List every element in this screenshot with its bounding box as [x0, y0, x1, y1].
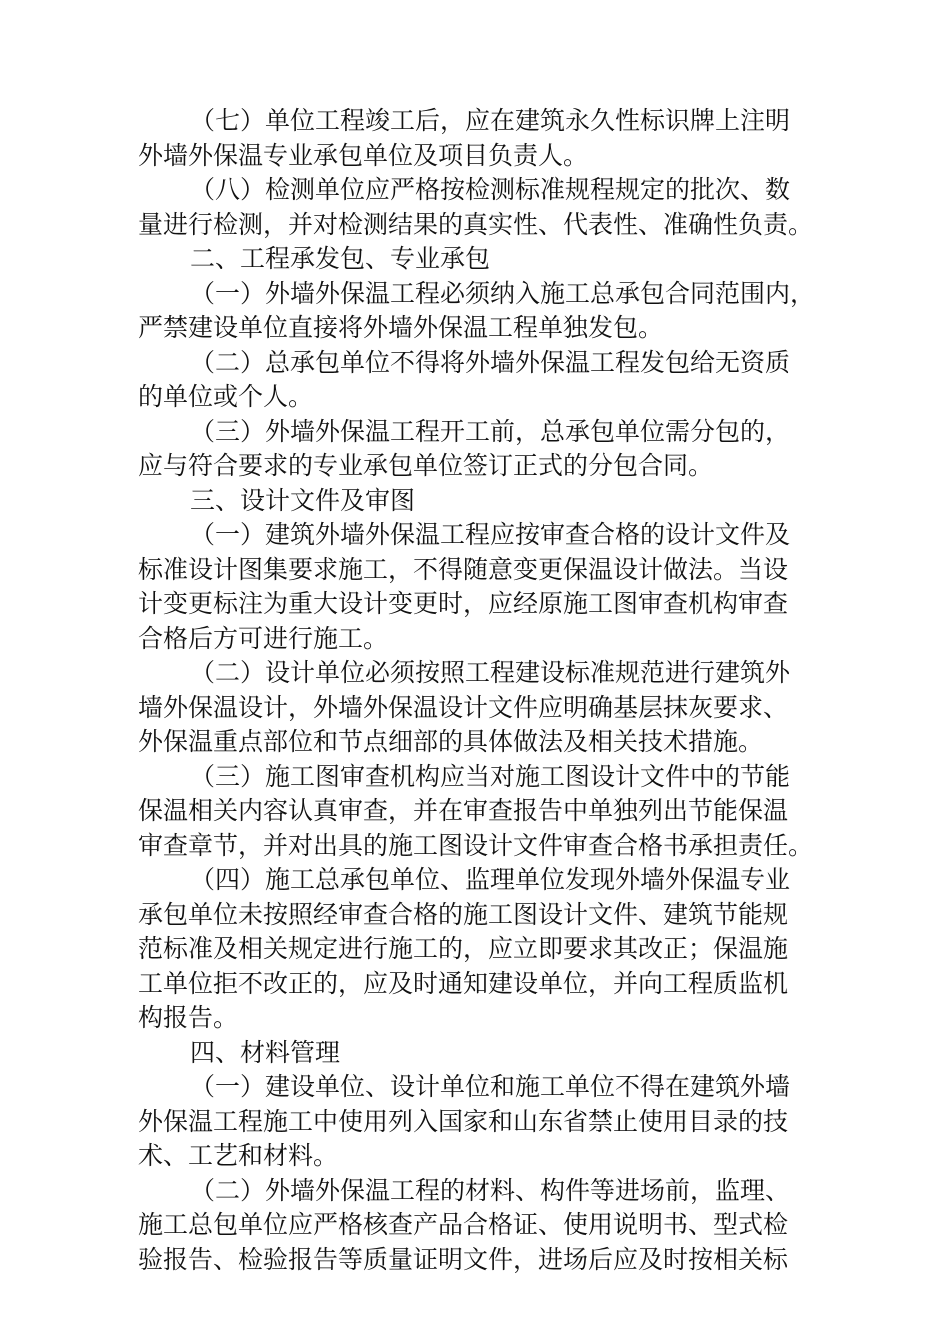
text-line: 三、设计文件及审图: [190, 485, 416, 515]
text-line: （二）外墙外保温工程的材料、构件等进场前，监理、: [190, 1175, 791, 1205]
text-line: 二、工程承发包、专业承包: [190, 244, 491, 273]
text-line: 外保温工程施工中使用列入国家和山东省禁止使用目录的技: [138, 1106, 789, 1136]
text-line: 计变更标注为重大设计变更时，应经原施工图审查机构审查: [138, 589, 789, 618]
text-line: （一）建筑外墙外保温工程应按审查合格的设计文件及: [190, 520, 791, 549]
text-line: 的单位或个人。: [138, 382, 314, 411]
text-line: 构报告。: [138, 1003, 239, 1032]
text-line: （一）外墙外保温工程必须纳入施工总承包合同范围内，: [190, 278, 816, 308]
text-line: （一）建设单位、设计单位和施工单位不得在建筑外墙: [190, 1072, 791, 1101]
text-line: 合格后方可进行施工。: [138, 623, 389, 653]
text-line: 标准设计图集要求施工，不得随意变更保温设计做法。当设: [138, 554, 789, 584]
text-line: 承包单位未按照经审查合格的施工图设计文件、建筑节能规: [138, 899, 789, 929]
text-line: （八）检测单位应严格按检测标准规程规定的批次、数: [190, 175, 791, 204]
text-line: 验报告、检验报告等质量证明文件，进场后应及时按相关标: [138, 1244, 789, 1274]
text-line: 施工总包单位应严格核查产品合格证、使用说明书、型式检: [138, 1210, 789, 1239]
text-line: 四、材料管理: [190, 1037, 341, 1067]
text-line: （三）施工图审查机构应当对施工图设计文件中的节能: [190, 761, 791, 791]
text-line: 外保温重点部位和节点细部的具体做法及相关技术措施。: [138, 727, 764, 756]
text-line: 外墙外保温专业承包单位及项目负责人。: [138, 140, 589, 170]
text-line: 审查章节，并对出具的施工图设计文件审查合格书承担责任。: [138, 830, 814, 860]
text-line: 应与符合要求的专业承包单位签订正式的分包合同。: [138, 451, 714, 480]
text-line: 工单位拒不改正的，应及时通知建设单位，并向工程质监机: [138, 968, 789, 998]
document-body: [138, 104, 828, 1277]
text-line: 范标准及相关规定进行施工的，应立即要求其改正；保温施: [138, 934, 789, 963]
text-line: （三）外墙外保温工程开工前，总承包单位需分包的，: [190, 416, 791, 446]
text-line: （七）单位工程竣工后，应在建筑永久性标识牌上注明: [190, 106, 791, 135]
text-line: （二）总承包单位不得将外墙外保温工程发包给无资质: [190, 347, 791, 377]
text-line: 术、工艺和材料。: [138, 1141, 339, 1170]
text-line: 墙外保温设计，外墙外保温设计文件应明确基层抹灰要求、: [138, 692, 789, 722]
text-line: （二）设计单位必须按照工程建设标准规范进行建筑外: [190, 658, 791, 687]
text-line: 严禁建设单位直接将外墙外保温工程单独发包。: [138, 313, 664, 342]
text-line: 量进行检测，并对检测结果的真实性、代表性、准确性负责。: [138, 209, 814, 239]
text-line: 保温相关内容认真审查，并在审查报告中单独列出节能保温: [138, 796, 789, 825]
text-line: （四）施工总承包单位、监理单位发现外墙外保温专业: [190, 865, 791, 894]
